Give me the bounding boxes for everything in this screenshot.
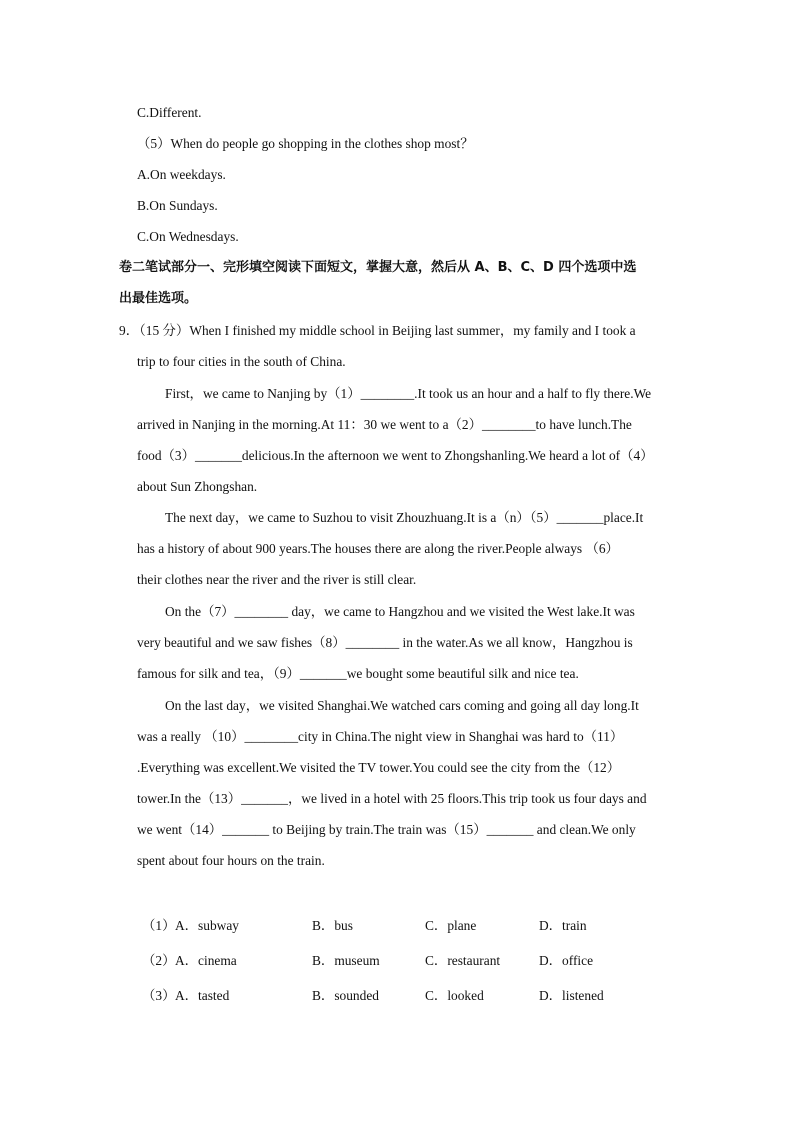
para4-line6: spent about four hours on the train. xyxy=(137,853,325,868)
para4-line3: .Everything was excellent.We visited the TV tower.You could see the city from the（12） xyxy=(137,760,621,775)
para4-line5: we went（14）_______ to Beijing by train.The train was（15）_______ and clean.We only xyxy=(137,822,636,837)
option-b: B．bus xyxy=(312,918,353,933)
option-c-different: C.Different. xyxy=(137,105,202,120)
para1-line4: about Sun Zhongshan. xyxy=(137,479,258,494)
section-heading-line2: 出最佳选项。 xyxy=(119,291,198,306)
option-b: B．sounded xyxy=(312,988,379,1003)
q5-option-b: B.On Sundays. xyxy=(137,198,218,213)
para1-line1: First，we came to Nanjing by（1）________.It took us an hour and a half to fly there.We xyxy=(165,386,652,401)
answer-option-row-3 xyxy=(0,987,794,1005)
option-c: C．looked xyxy=(425,988,484,1003)
question-number: 9． xyxy=(119,323,140,338)
para2-line1: The next day，we came to Suzhou to visit Zhouzhuang.It is a（n）（5）_______place.It xyxy=(165,510,644,525)
option-a: A．tasted xyxy=(175,988,230,1003)
option-a: A．cinema xyxy=(175,953,237,968)
answer-option-row-1 xyxy=(0,917,794,935)
option-c: C．plane xyxy=(425,918,477,933)
option-b: B．museum xyxy=(312,953,380,968)
para2-line3: their clothes near the river and the river is still clear. xyxy=(137,572,417,587)
q5-option-c: C.On Wednesdays. xyxy=(137,229,239,244)
option-d: D．office xyxy=(539,953,594,968)
para3-line3: famous for silk and tea，（9）_______we bought some beautiful silk and nice tea. xyxy=(137,666,579,681)
para4-line2: was a really （10）________city in China.The night view in Shanghai was hard to（11） xyxy=(137,729,624,744)
answer-option-row-2 xyxy=(0,952,794,970)
para4-line4: tower.In the（13）_______，we lived in a hotel with 25 floors.This trip took us four days and xyxy=(137,791,647,806)
q5-option-a: A.On weekdays. xyxy=(137,167,226,182)
para4-line1: On the last day，we visited Shanghai.We watched cars coming and going all day long.It xyxy=(165,698,639,713)
intro-line-2: trip to four cities in the south of China. xyxy=(137,354,346,369)
q5-stem: （5）When do people go shopping in the clothes shop most？ xyxy=(137,136,474,151)
option-d: D．listened xyxy=(539,988,604,1003)
intro-line-1: When I finished my middle school in Beijing last summer，my family and I took a xyxy=(189,323,636,338)
para1-line2: arrived in Nanjing in the morning.At 11：30 we went to a（2）________to have lunch.The xyxy=(137,417,632,432)
question-points: （15 分） xyxy=(139,323,190,338)
option-a: A．subway xyxy=(175,918,239,933)
para3-line1: On the（7）________ day，we came to Hangzhou and we visited the West lake.It was xyxy=(165,604,635,619)
para3-line2: very beautiful and we saw fishes（8）________ in the water.As we all know，Hangzhou is xyxy=(137,635,633,650)
option-num: （1） xyxy=(142,918,176,933)
para1-line3: food（3）_______delicious.In the afternoon we went to Zhongshanling.We heard a lot of（4） xyxy=(137,448,654,463)
question-9-header xyxy=(119,322,636,340)
para2-line2: has a history of about 900 years.The houses there are along the river.People always （6） xyxy=(137,541,619,556)
option-c: C．restaurant xyxy=(425,953,501,968)
option-num: （3） xyxy=(142,988,176,1003)
option-d: D．train xyxy=(539,918,587,933)
option-num: （2） xyxy=(142,953,176,968)
section-heading-line1: 卷二笔试部分一、完形填空阅读下面短文，掌握大意，然后从 A、B、C、D 四个选项中选 xyxy=(119,260,637,275)
